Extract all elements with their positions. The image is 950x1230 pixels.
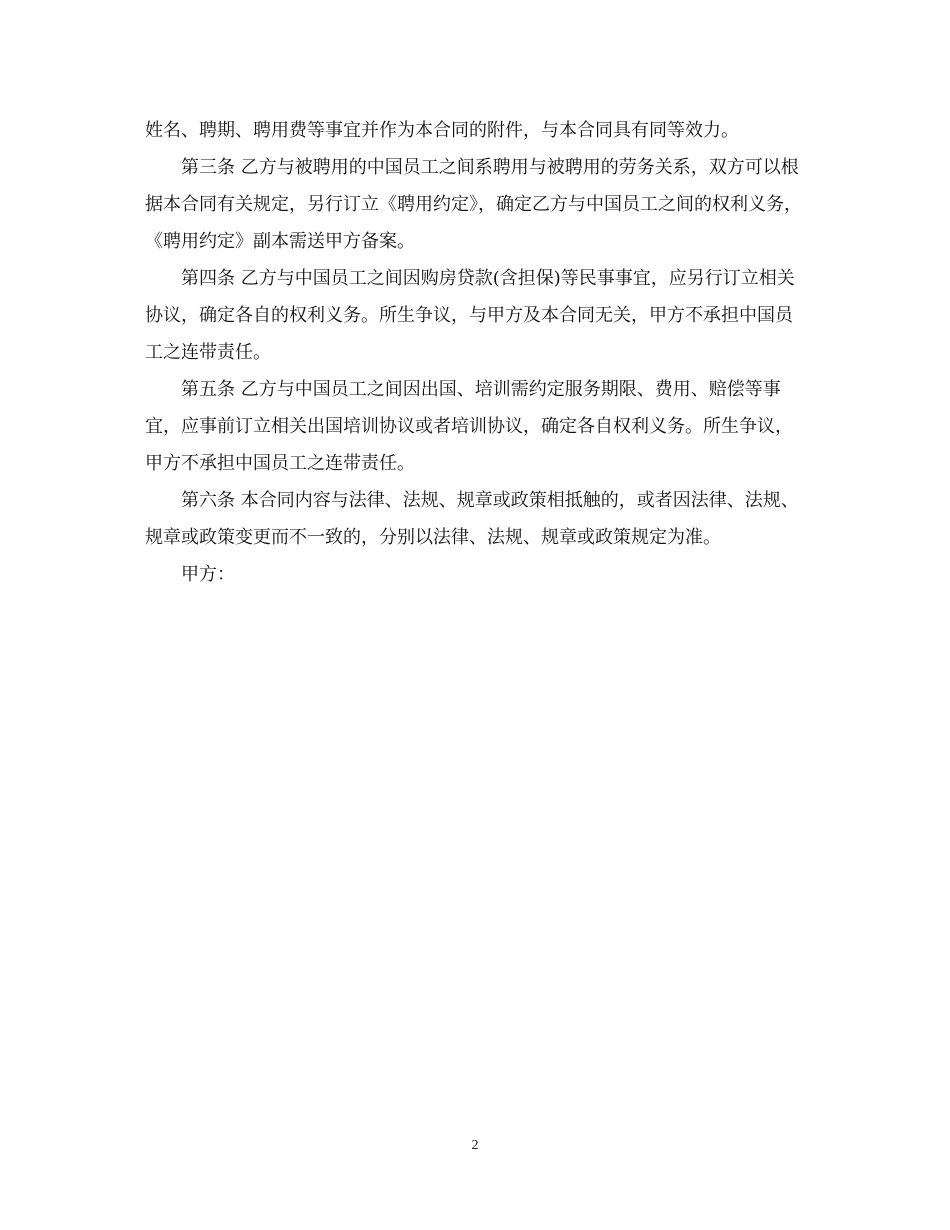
paragraph-article-6: 第六条 本合同内容与法律、法规、规章或政策相抵触的，或者因法律、法规、规章或政策变更而不一致的，分别以法律、法规、规章或政策规定为准。: [145, 490, 799, 548]
signature-party-a-label: 甲方：: [181, 564, 235, 585]
paragraph-article-5: 第五条 乙方与中国员工之间因出国、培训需约定服务期限、费用、赔偿等事宜，应事前订立相关出国培训协议或者培训协议，确定各自权利义务。所生争议，甲方不承担中国员工之连带责任。: [145, 379, 793, 474]
document-body: [145, 112, 810, 593]
page-number: 2: [471, 1138, 479, 1153]
paragraph-attachment-clause: 姓名、聘期、聘用费等事宜并作为本合同的附件，与本合同具有同等效力。: [145, 120, 739, 141]
paragraph-article-3: 第三条 乙方与被聘用的中国员工之间系聘用与被聘用的劳务关系，双方可以根据本合同有关规定，另行订立《聘用约定》，确定乙方与中国员工之间的权利义务，《聘用约定》副本需送甲方备案。: [145, 157, 802, 252]
paragraph-article-4: 第四条 乙方与中国员工之间因购房贷款(含担保)等民事事宜，应另行订立相关协议，确定各自的权利义务。所生争议，与甲方及本合同无关，甲方不承担中国员工之连带责任。: [145, 268, 795, 363]
